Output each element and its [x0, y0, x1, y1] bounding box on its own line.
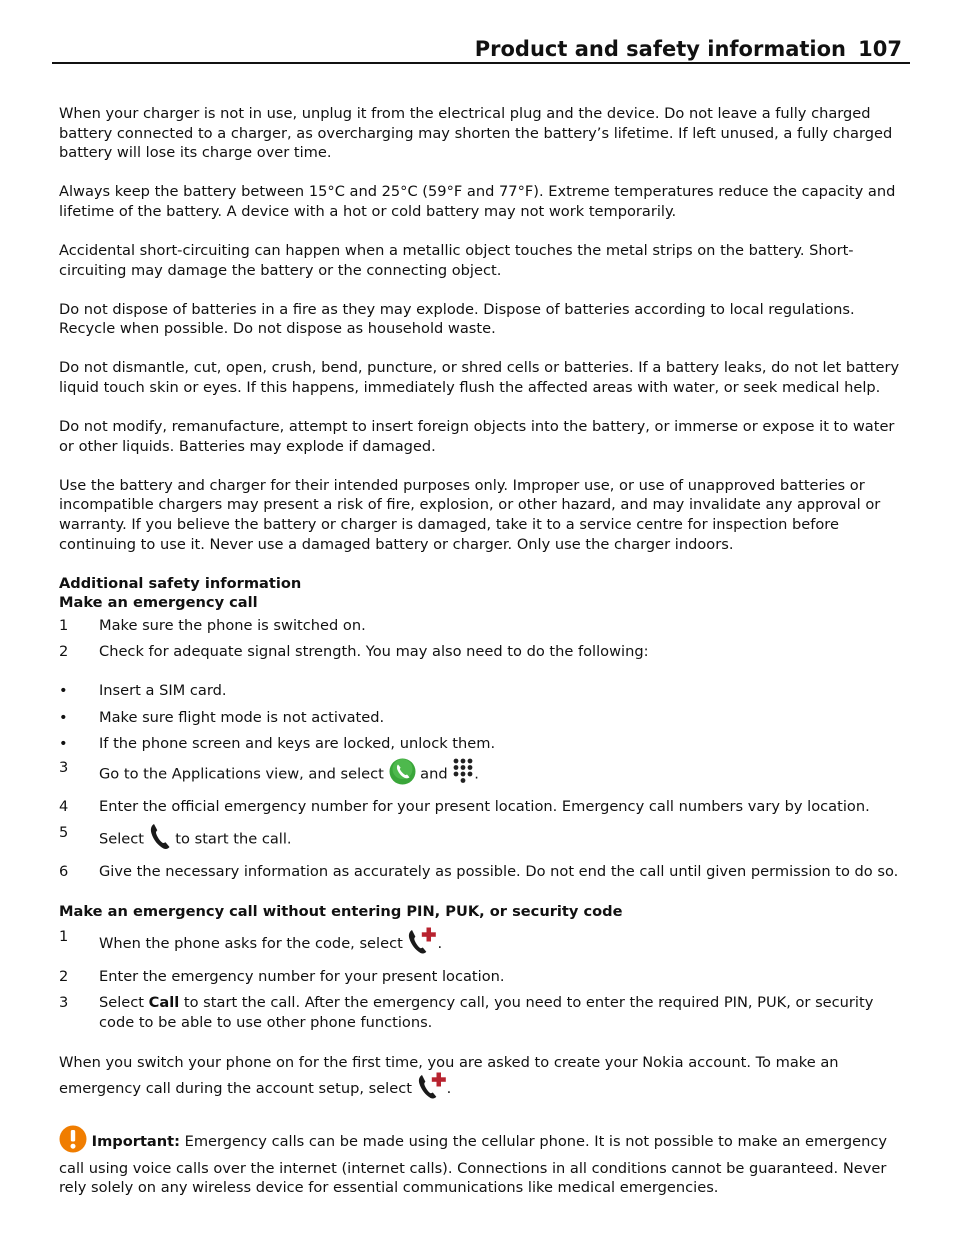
- call-label: Call: [148, 994, 180, 1012]
- phone-handset-icon: [149, 823, 171, 856]
- emergency-call-icon: [407, 927, 437, 961]
- step-number: 6: [59, 863, 69, 881]
- list-item: [59, 862, 905, 882]
- step-text: .: [474, 765, 479, 783]
- step-number: 2: [59, 642, 69, 660]
- list-item: [59, 616, 905, 636]
- page-header: [52, 34, 910, 64]
- step-text: When the phone asks for the code, select: [99, 935, 408, 953]
- paragraph: Always keep the battery between 15°C and 25°C (59°F and 77°F). Extreme temperatures reduce the capacity and lifetime of the battery. A device with a hot or cold battery may not work temporarily.: [59, 183, 896, 220]
- list-item: [59, 927, 905, 961]
- page-title: Product and safety information: [474, 37, 846, 61]
- step-number: 1: [59, 616, 69, 634]
- list-item: [59, 823, 905, 856]
- bullet-item: [59, 708, 905, 728]
- bullet-text: Make sure flight mode is not activated.: [99, 708, 385, 726]
- bullet-mark: •: [59, 682, 68, 700]
- paragraph: Accidental short-circuiting can happen when a metallic object touches the metal strips on the battery. Short-circuiting may damage the battery or the connecting object.: [59, 241, 854, 279]
- step-text: Select: [99, 994, 149, 1012]
- step-number: 5: [59, 823, 69, 841]
- bullet-mark: •: [59, 708, 68, 726]
- step-number: 2: [59, 968, 69, 986]
- list-item: [59, 993, 905, 1032]
- paragraph: Use the battery and charger for their intended purposes only. Improper use, or use of unapproved batteries or incompatible chargers may present a risk of fire, explosion, or other hazard, and may invalidate any approval or warranty. If you believe the battery or charger is damaged, take it to a service centre for inspection before continuing to use it. Never use a damaged battery or charger. Only use the charger indoors.: [59, 476, 881, 553]
- list-item: [59, 967, 905, 987]
- bullet-list: [59, 681, 905, 753]
- paragraph: Do not dispose of batteries in a fire as they may explode. Dispose of batteries according to local regulations. Recycle when possible. Do not dispose as household waste.: [59, 300, 855, 338]
- step-text: Enter the emergency number for your present location.: [99, 968, 505, 986]
- step-text: .: [437, 935, 443, 953]
- account-paragraph: [59, 1053, 905, 1106]
- step-number: 1: [59, 928, 69, 946]
- bullet-item: [59, 734, 905, 754]
- page-number: 107: [858, 37, 902, 61]
- paragraph: Do not dismantle, cut, open, crush, bend, puncture, or shred cells or batteries. If a battery leaks, do not let battery liquid touch skin or eyes. If this happens, immediately flush the affected areas with water, or seek medical help.: [59, 359, 900, 396]
- step-number: 4: [59, 797, 69, 815]
- step-text: to start the call.: [170, 830, 292, 848]
- step-number: 3: [59, 758, 69, 776]
- section-heading: Additional safety information: [59, 574, 302, 592]
- bullet-text: If the phone screen and keys are locked, unlock them.: [99, 734, 496, 752]
- step-text: Make sure the phone is switched on.: [99, 616, 366, 634]
- emergency-call-steps: [59, 616, 905, 882]
- green-phone-app-icon: [389, 758, 416, 791]
- emergency-call-icon: [417, 1072, 447, 1106]
- step-text: to start the call. After the emergency call, you need to enter the required PIN, PUK, or security code to be able to use other phone functions.: [99, 994, 874, 1031]
- step-text: Go to the Applications view, and select: [99, 765, 389, 783]
- paragraph-text: .: [446, 1079, 452, 1097]
- bullet-item: [59, 681, 905, 701]
- step-text: Select: [99, 830, 149, 848]
- dialpad-icon: [452, 758, 474, 790]
- step-text: and: [415, 765, 453, 783]
- paragraph: When your charger is not in use, unplug it from the electrical plug and the device. Do not leave a fully charged battery connected to a charger, as overcharging may shorten the battery’s lifetime. If left unused, a fully charged battery will lose its charge over time.: [59, 105, 893, 162]
- step-text: Check for adequate signal strength. You may also need to do the following:: [99, 642, 649, 660]
- paragraph-text: When you switch your phone on for the first time, you are asked to create your Nokia account. To make an emergency call during the account setup, select: [59, 1053, 839, 1097]
- important-text: Emergency calls can be made using the cellular phone. It is not possible to make an emergency call using voice calls over the internet (internet calls). Connections in all conditions cannot be guaranteed. Never rely solely on any wireless device for essential communications like medical emergencies.: [59, 1133, 888, 1197]
- step-number: 3: [59, 994, 69, 1012]
- warning-icon: [59, 1125, 87, 1159]
- list-item: [59, 758, 905, 791]
- list-item: [59, 797, 905, 817]
- page-body: [59, 104, 905, 1218]
- list-item: [59, 642, 905, 753]
- emergency-call-no-pin-steps: [59, 927, 905, 1032]
- step-text: Enter the official emergency number for your present location. Emergency call numbers vary by location.: [99, 797, 870, 815]
- section-subheading: Make an emergency call: [59, 594, 258, 612]
- section-heading: Make an emergency call without entering PIN, PUK, or security code: [59, 902, 623, 920]
- bullet-text: Insert a SIM card.: [99, 682, 227, 700]
- bullet-mark: •: [59, 734, 68, 752]
- important-label: Important:: [91, 1133, 180, 1151]
- step-text: Give the necessary information as accurately as possible. Do not end the call until given permission to do so.: [99, 863, 899, 881]
- paragraph: Do not modify, remanufacture, attempt to insert foreign objects into the battery, or immerse or expose it to water or other liquids. Batteries may explode if damaged.: [59, 418, 895, 455]
- important-note: [59, 1125, 905, 1198]
